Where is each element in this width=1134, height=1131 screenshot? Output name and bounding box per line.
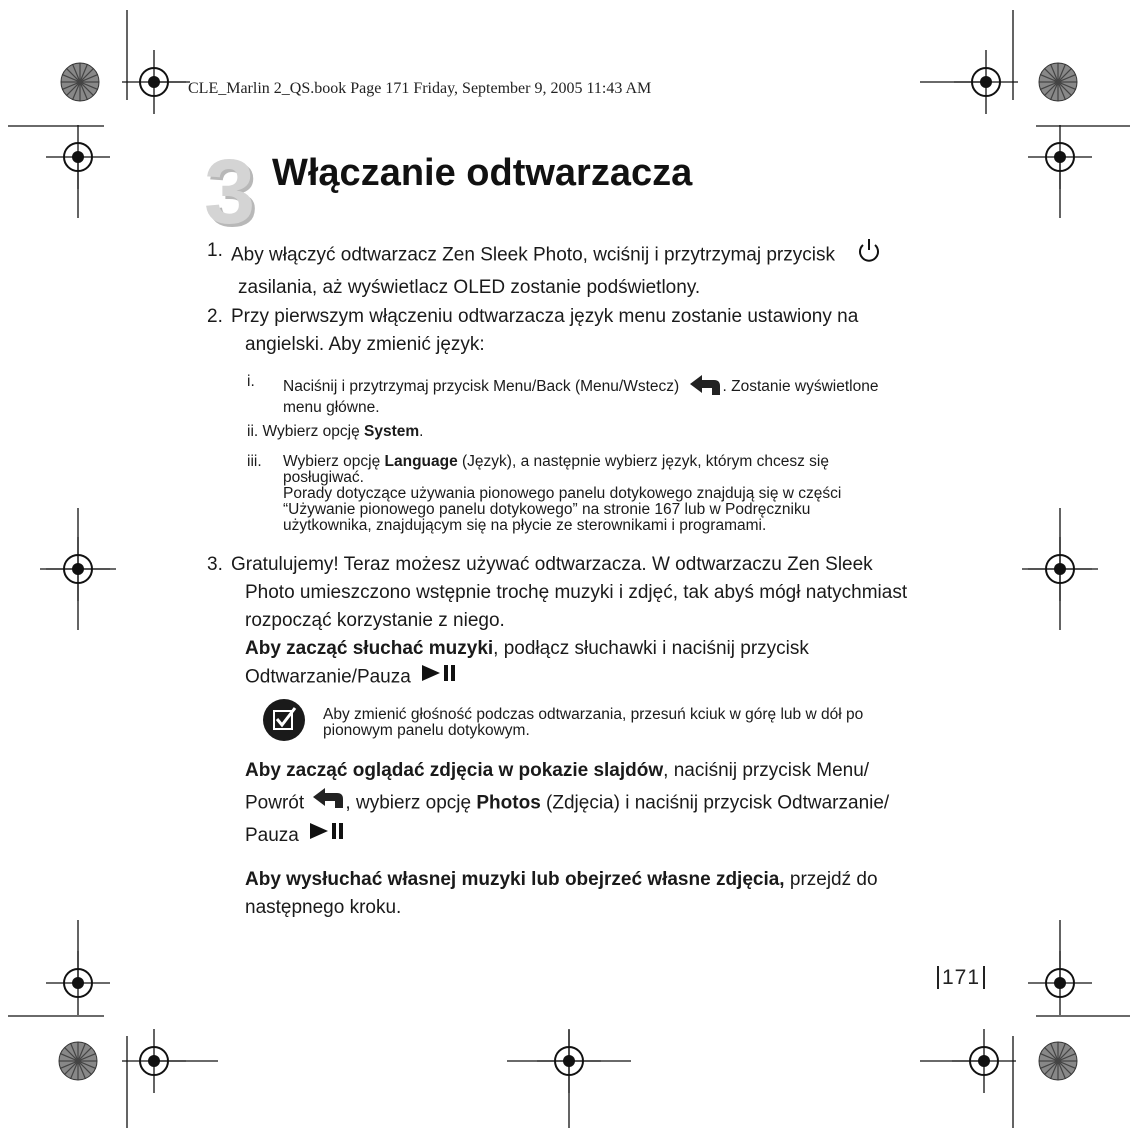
- page-number: [937, 966, 985, 990]
- note-text: [323, 707, 863, 739]
- play-pause-icon-2: [308, 820, 348, 852]
- chapter-number: 3: [204, 141, 256, 243]
- back-arrow-icon-2: [311, 787, 345, 820]
- substep-ii: [247, 424, 423, 440]
- substep-iii-line-2: posługiwać.: [283, 469, 364, 486]
- substep-iii-line-3: Porady dotyczące używania pionowego panelu dotykowego znajdują się w części: [283, 485, 842, 502]
- substep-iii-number: iii.: [247, 453, 262, 470]
- substep-i-number: i.: [247, 373, 255, 390]
- music-line-2: Odtwarzanie/Pauza: [245, 666, 411, 688]
- substep-ii-bold: System: [364, 423, 420, 440]
- step-3: [207, 551, 977, 692]
- substep-iii-text-b: (Język), a następnie wybierz język, którym chcesz się: [457, 453, 829, 470]
- step-2-line-1: Przy pierwszym włączeniu odtwarzacza język menu zostanie ustawiony na: [231, 306, 859, 327]
- step-3-line-3: rozpocząć korzystanie z niego.: [245, 610, 505, 631]
- photos-line-2-b: , wybierz opcję: [345, 792, 477, 814]
- note-line-2: pionowym panelu dotykowym.: [323, 722, 530, 739]
- checkmark-note-icon: [262, 698, 306, 747]
- play-pause-icon: [420, 663, 460, 692]
- own-bold: Aby wysłuchać własnej muzyki lub obejrzeć własne zdjęcia,: [245, 869, 785, 890]
- step-2: [207, 303, 967, 359]
- back-arrow-icon: [688, 374, 722, 400]
- step-3-line-2: Photo umieszczono wstępnie trochę muzyki i zdjęć, tak abyś mógł natychmiast: [245, 582, 908, 603]
- substep-iii-line-4: “Używanie pionowego panelu dotykowego” na stronie 167 lub w Podręczniku: [283, 501, 811, 518]
- substep-ii-text-b: .: [419, 423, 424, 440]
- power-icon: [856, 237, 882, 274]
- step-3-number: 3.: [207, 554, 223, 575]
- photos-line-2-c: (Zdjęcia) i naciśnij przycisk Odtwarzanie/: [540, 792, 890, 814]
- substep-iii-bold: Language: [384, 453, 458, 470]
- substep-iii-text-a: Wybierz opcję: [283, 453, 385, 470]
- substep-i: [247, 374, 987, 416]
- book-header-info: CLE_Marlin 2_QS.book Page 171 Friday, September 9, 2005 11:43 AM: [188, 80, 652, 97]
- step-2-number: 2.: [207, 306, 223, 327]
- page-number-value: 171: [942, 966, 981, 989]
- own-line-2: następnego kroku.: [245, 897, 402, 918]
- substep-iii-line-5: użytkownika, znajdującym się na płycie ze sterownikami i programami.: [283, 517, 767, 534]
- own-media-paragraph: [245, 866, 878, 922]
- substep-i-text-a: Naciśnij i przytrzymaj przycisk Menu/Back (Menu/Wstecz): [283, 378, 680, 396]
- step-1: [207, 237, 967, 302]
- substep-ii-text-a: ii. Wybierz opcję: [247, 423, 365, 440]
- photos-line-3: Pauza: [245, 825, 299, 847]
- step-1-line-1: Aby włączyć odtwarzacz Zen Sleek Photo, wciśnij i przytrzymaj przycisk: [231, 244, 835, 266]
- photos-text: , naciśnij przycisk Menu/: [663, 760, 870, 781]
- own-text: przejdź do: [784, 869, 878, 890]
- step-3-line-1: Gratulujemy! Teraz możesz używać odtwarzacza. W odtwarzaczu Zen Sleek: [231, 554, 873, 575]
- photos-bold: Aby zacząć oglądać zdjęcia w pokazie slajdów: [245, 760, 664, 781]
- chapter-title: Włączanie odtwarzacza: [272, 152, 693, 194]
- step-1-line-2: zasilania, aż wyświetlacz OLED zostanie podświetlony.: [238, 277, 701, 298]
- substep-iii: [247, 454, 987, 534]
- music-bold: Aby zacząć słuchać muzyki: [245, 638, 494, 659]
- substep-i-line-2: menu główne.: [283, 399, 380, 416]
- photos-line-2-bold: Photos: [476, 792, 541, 814]
- substep-i-text-b: . Zostanie wyświetlone: [722, 378, 879, 396]
- note-line-1: Aby zmienić głośność podczas odtwarzania, przesuń kciuk w górę lub w dół po: [323, 706, 864, 723]
- music-text: , podłącz słuchawki i naciśnij przycisk: [493, 638, 809, 659]
- step-1-number: 1.: [207, 240, 223, 261]
- photos-line-2-a: Powrót: [245, 792, 305, 814]
- step-2-line-2: angielski. Aby zmienić język:: [245, 334, 485, 355]
- photos-paragraph: [245, 755, 889, 852]
